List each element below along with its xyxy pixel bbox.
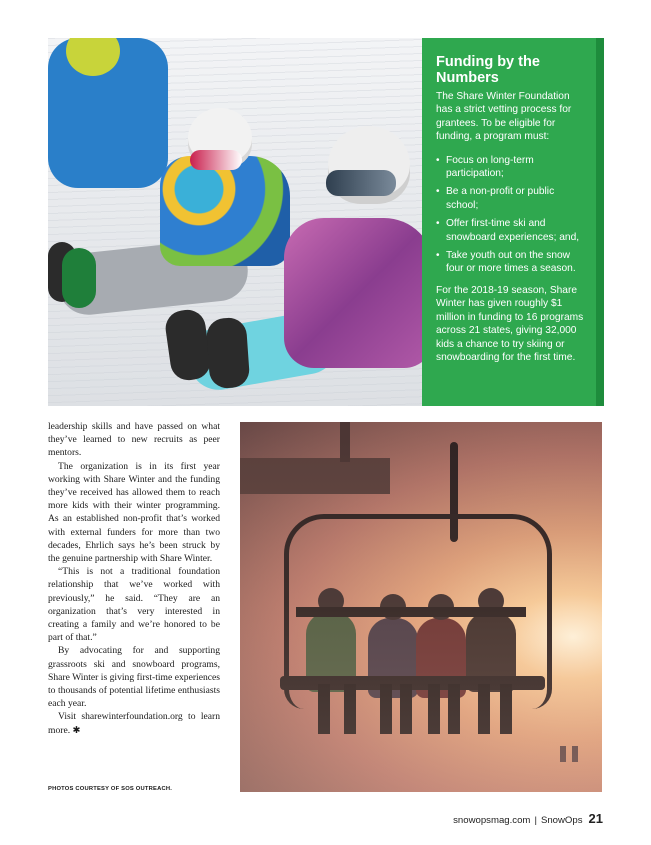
list-item: • Be a non-profit or public school; [436,185,584,212]
sidebar-closing: For the 2018-19 season, Share Winter has given roughly $1 million in funding to 16 programs across 21 states, giving 32,000 kids a chance to try skiing or snowboarding for the first time. [436,284,584,363]
article-body [48,420,220,737]
boot [62,248,96,308]
list-item: • Focus on long-term participation; [436,154,584,181]
paragraph: “This is not a traditional foundation relationship that we’ve worked with previously,” he said. “They are an organization that’s very interested in creating a family and we’re honored to be part of that.” [48,566,220,644]
sidebar-intro: The Share Winter Foundation has a strict vetting process for grantees. To be eligible for funding, a program must: [436,91,572,143]
eligibility-list [436,154,584,276]
photo-credit: PHOTOS COURTESY OF SOS OUTREACH. [48,786,173,792]
list-item: • Offer first-time ski and snowboard experiences; and, [436,217,584,244]
sidebar-title: Funding by the Numbers [436,54,540,86]
page-footer [453,811,603,826]
child-patterned-jacket [160,156,290,266]
paragraph: The organization is in its first year working with Share Winter and the funding they’ve received has allowed them to reach more kids with their winter programming. As an established non-profit that’s worked with external funders for more than two decades, Ehrlich says he’s been struck by the genuine partnership with Share Winter. [48,460,220,565]
child-dark-goggles [326,170,396,196]
footer-site: snowopsmag.com [453,815,531,826]
sidebar-edge-stripe [596,38,604,406]
page-number: 21 [588,811,603,826]
paragraph: leadership skills and have passed on what they’ve learned to new recruits as peer mentors. [48,421,220,459]
fog-overlay [240,422,602,792]
footer-separator: | [534,815,537,826]
kids-sledding-photo [48,38,422,406]
paragraph: Visit sharewinterfoundation.org to learn more. ✱ [48,711,220,736]
child-goggles [190,150,242,170]
child-purple-jacket [284,218,422,368]
footer-publication: SnowOps [540,815,583,826]
list-item: • Take youth out on the snow four or more times a season. [436,249,584,276]
funding-sidebar [422,38,596,406]
boot [206,317,251,390]
paragraph: By advocating for and supporting grassroots ski and snowboard programs, Share Winter is giving first-time experiences to thousands of potential lifetime enthusiasts each year. [48,645,220,710]
chairlift-photo [240,422,602,792]
